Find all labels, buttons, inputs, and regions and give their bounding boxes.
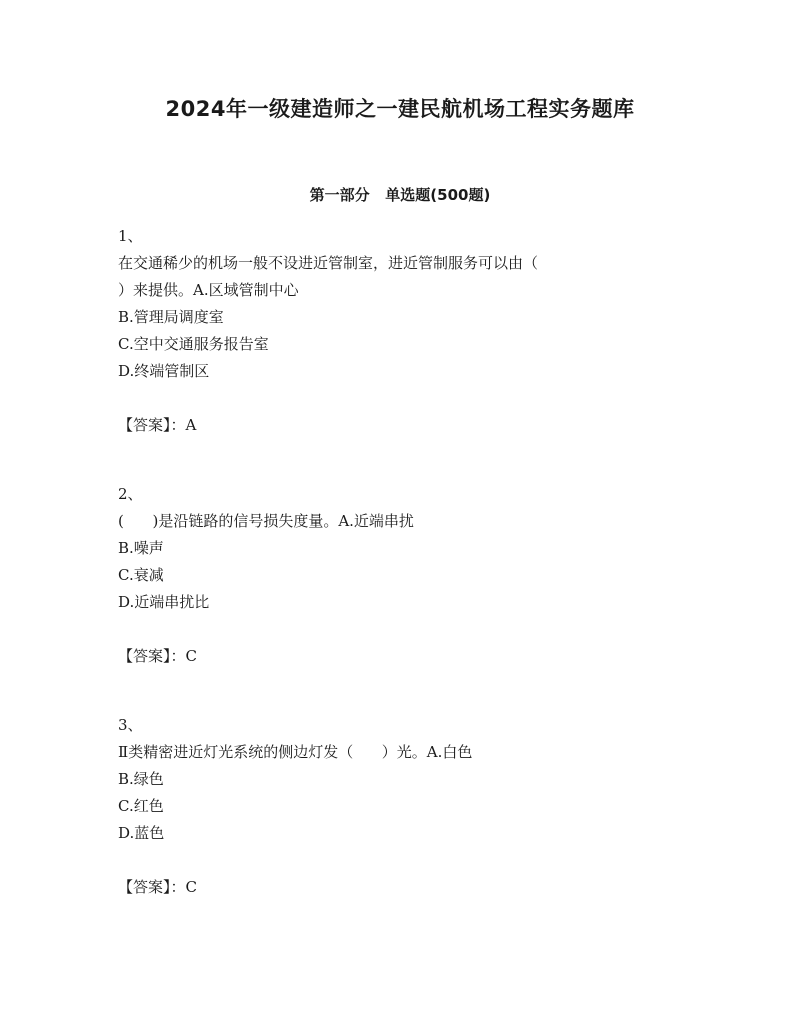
question-text-line: Ⅱ类精密进近灯光系统的侧边灯发（ ）光。A.白色 — [118, 743, 473, 761]
option-c: C.空中交通服务报告室 — [118, 335, 269, 353]
question-block — [118, 481, 678, 670]
option-b: B.管理局调度室 — [118, 308, 224, 326]
question-text-line: ( )是沿链路的信号损失度量。A.近端串扰 — [118, 512, 414, 530]
option-d: D.终端管制区 — [118, 362, 210, 380]
option-c: C.衰减 — [118, 566, 164, 584]
question-text-line: ）来提供。A.区域管制中心 — [118, 281, 299, 299]
answer-line: 【答案】：A — [118, 416, 197, 434]
answer-line: 【答案】：C — [118, 878, 197, 896]
document-title: 2024年一级建造师之一建民航机场工程实务题库 — [165, 97, 635, 121]
question-number: 2、 — [118, 485, 143, 503]
question-block — [118, 223, 678, 439]
option-b: B.绿色 — [118, 770, 164, 788]
answer-line: 【答案】：C — [118, 647, 197, 665]
option-c: C.红色 — [118, 797, 164, 815]
question-block — [118, 712, 678, 901]
option-d: D.近端串扰比 — [118, 593, 210, 611]
section-heading: 第一部分 单选题(500题) — [309, 186, 491, 204]
option-b: B.噪声 — [118, 539, 164, 557]
question-text-line: 在交通稀少的机场一般不设进近管制室，进近管制服务可以由（ — [118, 254, 539, 272]
question-number: 3、 — [118, 716, 143, 734]
question-number: 1、 — [118, 227, 143, 245]
option-d: D.蓝色 — [118, 824, 165, 842]
